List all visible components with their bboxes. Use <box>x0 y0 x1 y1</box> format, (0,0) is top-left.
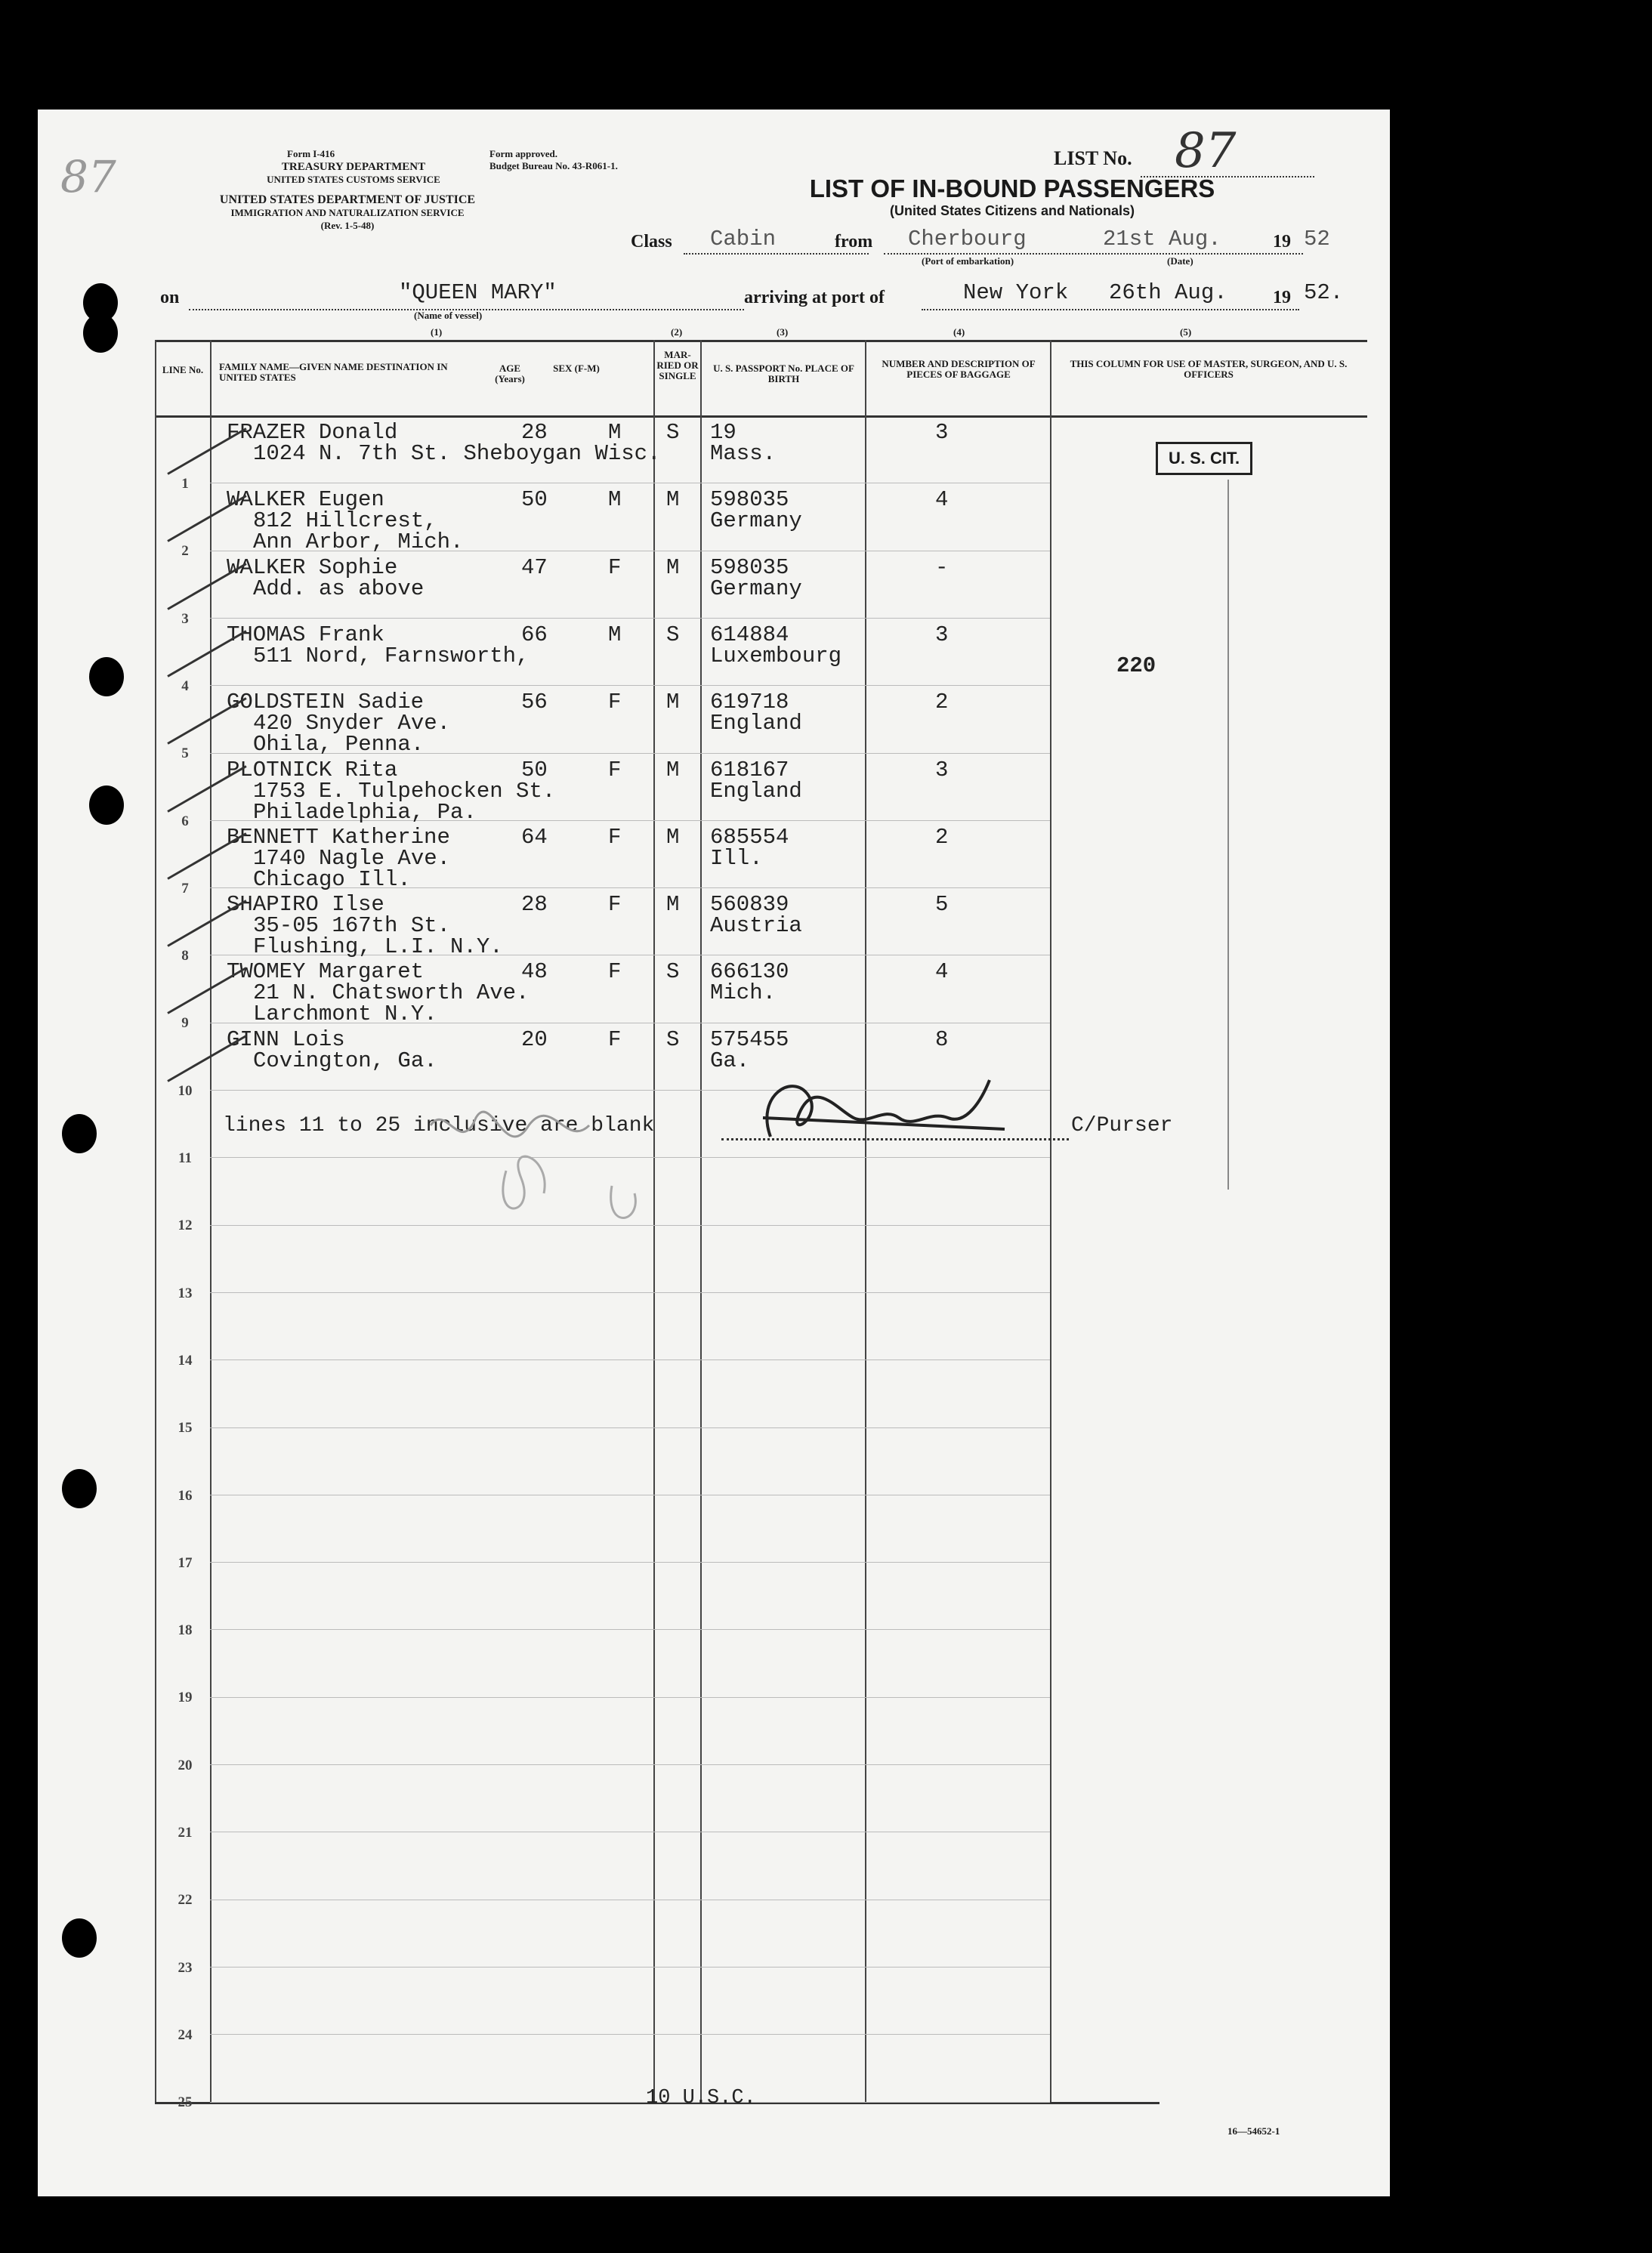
passenger-address-2: Philadelphia, Pa. <box>253 800 477 825</box>
col-number-4: (4) <box>953 326 965 338</box>
passenger-marital-status: S <box>666 959 680 984</box>
line-number: 24 <box>178 2027 193 2043</box>
col-header-age: AGE (Years) <box>495 363 525 384</box>
justice-dept: UNITED STATES DEPARTMENT OF JUSTICE <box>219 193 476 206</box>
passenger-address-2: Larchmont N.Y. <box>253 1002 437 1026</box>
embark-port: Cherbourg <box>908 227 1027 252</box>
col-header-passport: U. S. PASSPORT No. PLACE OF BIRTH <box>713 363 854 384</box>
header-bottom-border <box>155 415 1367 418</box>
baggage-count: 8 <box>935 1027 949 1052</box>
row-divider <box>210 1427 1050 1428</box>
embark-caption: (Port of embarkation) <box>922 255 1014 267</box>
document-page <box>38 110 1390 2196</box>
line-number: 16 <box>178 1488 193 1504</box>
class-value: Cabin <box>710 227 777 252</box>
row-divider <box>210 2102 1050 2103</box>
baggage-count: 5 <box>935 892 949 917</box>
passenger-address: 420 Snyder Ave. <box>253 711 451 736</box>
passport-number: 19 <box>710 420 736 445</box>
passenger-sex: M <box>608 487 622 512</box>
footer-code: 16—54652-1 <box>1227 2125 1280 2137</box>
passenger-name: SHAPIRO Ilse <box>227 892 384 917</box>
line-number: 2 <box>181 543 189 559</box>
line-number: 21 <box>178 1825 193 1841</box>
passenger-address-2: Ohila, Penna. <box>253 732 425 757</box>
from-label: from <box>835 232 873 252</box>
place-of-birth: England <box>710 711 802 736</box>
passenger-sex: F <box>608 555 622 580</box>
passenger-sex: F <box>608 690 622 714</box>
col-number-2: (2) <box>671 326 683 338</box>
line-number: 5 <box>181 745 189 761</box>
baggage-count: 3 <box>935 758 949 782</box>
passport-number: 598035 <box>710 555 789 580</box>
punch-hole <box>62 1469 97 1508</box>
line-number: 23 <box>178 1960 193 1976</box>
passenger-age: 66 <box>521 622 548 647</box>
arrival-port: New York <box>963 280 1069 305</box>
passenger-address: 21 N. Chatsworth Ave. <box>253 980 530 1005</box>
passport-number: 598035 <box>710 487 789 512</box>
place-of-birth: Germany <box>710 576 802 601</box>
arrival-line <box>922 309 1299 310</box>
line-number: 15 <box>178 1420 193 1436</box>
passenger-name: GOLDSTEIN Sadie <box>227 690 425 714</box>
on-label: on <box>160 288 180 307</box>
passenger-marital-status: S <box>666 622 680 647</box>
col-number-1: (1) <box>431 326 443 338</box>
customs-service: UNITED STATES CUSTOMS SERVICE <box>267 174 440 185</box>
passenger-address-2: Chicago Ill. <box>253 867 411 892</box>
check-mark <box>167 427 246 475</box>
line-number: 20 <box>178 1758 193 1773</box>
line-number: 6 <box>181 813 189 829</box>
baggage-count: 3 <box>935 420 949 445</box>
from-line <box>884 253 1303 255</box>
line-number: 14 <box>178 1353 193 1369</box>
passenger-name: FRAZER Donald <box>227 420 398 445</box>
list-no-label: LIST No. <box>1054 147 1132 169</box>
treasury-dept: TREASURY DEPARTMENT <box>281 161 426 173</box>
passenger-age: 28 <box>521 892 548 917</box>
passenger-marital-status: M <box>666 487 680 512</box>
line-number: 18 <box>178 1622 193 1638</box>
passport-number: 685554 <box>710 825 789 850</box>
passport-number: 575455 <box>710 1027 789 1052</box>
officer-note: 220 <box>1116 653 1156 678</box>
passenger-age: 20 <box>521 1027 548 1052</box>
baggage-count: 3 <box>935 622 949 647</box>
revision: (Rev. 1-5-48) <box>320 220 375 231</box>
line-number: 8 <box>181 948 189 964</box>
passenger-age: 48 <box>521 959 548 984</box>
punch-hole <box>62 1918 97 1958</box>
row-divider <box>210 1967 1050 1968</box>
purser-signature <box>740 1065 1012 1156</box>
col-border-line <box>210 340 212 2102</box>
passenger-sex: F <box>608 825 622 850</box>
passenger-sex: F <box>608 1027 622 1052</box>
punch-hole <box>89 785 124 825</box>
place-of-birth: Mass. <box>710 441 777 466</box>
passenger-marital-status: S <box>666 420 680 445</box>
col-header-line: LINE No. <box>162 364 204 375</box>
vessel-caption: (Name of vessel) <box>414 310 483 321</box>
col-border-officers <box>1050 340 1051 2102</box>
check-mark <box>167 765 246 813</box>
blank-lines-note: lines 11 to 25 inclusive are blank <box>223 1114 655 1137</box>
passenger-sex: M <box>608 622 622 647</box>
row-divider <box>210 1629 1050 1630</box>
year-prefix-2: 19 <box>1273 288 1291 307</box>
passport-number: 618167 <box>710 758 789 782</box>
passenger-age: 50 <box>521 487 548 512</box>
passenger-marital-status: M <box>666 555 680 580</box>
place-of-birth: Mich. <box>710 980 777 1005</box>
line-number: 11 <box>178 1150 192 1166</box>
passenger-name: WALKER Sophie <box>227 555 398 580</box>
passenger-age: 28 <box>521 420 548 445</box>
passenger-name: BENNETT Katherine <box>227 825 450 850</box>
check-mark <box>167 1035 246 1082</box>
col-border-left <box>155 340 156 2102</box>
row-divider <box>210 1697 1050 1698</box>
passenger-sex: F <box>608 758 622 782</box>
passenger-sex: F <box>608 959 622 984</box>
check-mark <box>167 967 246 1014</box>
form-approved: Form approved. <box>489 148 558 159</box>
row-divider <box>210 1292 1050 1293</box>
line-number: 25 <box>178 2094 193 2110</box>
col-header-name: FAMILY NAME—GIVEN NAME DESTINATION IN UNITED STATES <box>219 361 448 383</box>
line-number: 10 <box>178 1083 193 1099</box>
us-citizen-stamp: U. S. CIT. <box>1156 442 1252 475</box>
passport-number: 619718 <box>710 690 789 714</box>
passenger-sex: M <box>608 420 622 445</box>
col-border-baggage <box>865 340 866 2102</box>
place-of-birth: Luxembourg <box>710 643 842 668</box>
line-number: 19 <box>178 1690 193 1705</box>
footer-usc: 10 U.S.C. <box>646 2087 756 2109</box>
margin-note: 87 <box>60 151 116 202</box>
passenger-age: 64 <box>521 825 548 850</box>
punch-hole <box>89 657 124 696</box>
passport-number: 560839 <box>710 892 789 917</box>
passenger-name: THOMAS Frank <box>227 622 384 647</box>
vessel-name: "QUEEN MARY" <box>399 280 557 305</box>
row-divider <box>210 2034 1050 2035</box>
check-mark <box>167 630 246 677</box>
embark-date: 21st Aug. <box>1103 227 1221 252</box>
date-caption: (Date) <box>1167 255 1193 267</box>
check-mark <box>167 697 246 745</box>
class-line <box>684 253 869 255</box>
place-of-birth: Ill. <box>710 846 763 871</box>
passenger-address-2: Ann Arbor, Mich. <box>253 529 464 554</box>
passenger-age: 47 <box>521 555 548 580</box>
document-subtitle: (United States Citizens and Nationals) <box>889 203 1135 218</box>
passenger-address: 35-05 167th St. <box>253 913 451 938</box>
passenger-name: PLOTNICK Rita <box>227 758 398 782</box>
passenger-name: WALKER Eugen <box>227 487 384 512</box>
row-divider <box>210 1764 1050 1765</box>
passenger-marital-status: M <box>666 758 680 782</box>
document-title: LIST OF IN-BOUND PASSENGERS <box>809 174 1215 202</box>
row-divider <box>210 685 1050 686</box>
passenger-address: 1753 E. Tulpehocken St. <box>253 779 556 804</box>
baggage-count: 2 <box>935 825 949 850</box>
check-mark <box>167 832 246 880</box>
baggage-count: 4 <box>935 959 949 984</box>
ins-service: IMMIGRATION AND NATURALIZATION SERVICE <box>230 207 465 218</box>
arrival-year: 52. <box>1304 280 1344 305</box>
passport-number: 614884 <box>710 622 789 647</box>
line-number: 1 <box>181 476 189 492</box>
line-number: 3 <box>181 611 189 627</box>
col-header-married: MAR-RIED OR SINGLE <box>656 349 699 381</box>
place-of-birth: Germany <box>710 508 802 533</box>
baggage-count: - <box>935 555 949 580</box>
line-number: 9 <box>181 1015 189 1031</box>
passenger-address-2: Flushing, L.I. N.Y. <box>253 934 503 959</box>
passenger-address: 1024 N. 7th St. Sheboygan Wisc. <box>253 441 661 466</box>
passenger-address: Add. as above <box>253 576 425 601</box>
check-mark <box>167 563 246 610</box>
passport-number: 666130 <box>710 959 789 984</box>
line-number: 13 <box>178 1285 193 1301</box>
col-header-officers: THIS COLUMN FOR USE OF MASTER, SURGEON, AND U. S. OFFICERS <box>1070 358 1348 380</box>
passenger-marital-status: M <box>666 892 680 917</box>
passenger-name: TWOMEY Margaret <box>227 959 425 984</box>
punch-hole <box>83 313 118 353</box>
passenger-age: 56 <box>521 690 548 714</box>
row-divider <box>210 618 1050 619</box>
handwritten-annotation <box>415 1095 733 1239</box>
officer-check-line <box>1227 480 1229 1190</box>
col-number-5: (5) <box>1180 326 1192 338</box>
place-of-birth: Austria <box>710 913 802 938</box>
passenger-name: GINN Lois <box>227 1027 345 1052</box>
table-top-border <box>155 340 1367 342</box>
form-number: Form I-416 <box>287 148 335 159</box>
col-number-3: (3) <box>777 326 789 338</box>
purser-label: C/Purser <box>1071 1114 1173 1137</box>
row-divider <box>210 1562 1050 1563</box>
list-number: 87 <box>1175 123 1237 179</box>
line-number: 22 <box>178 1892 193 1908</box>
passenger-address: 511 Nord, Farnsworth, <box>253 643 530 668</box>
arriving-label: arriving at port of <box>744 288 885 307</box>
baggage-count: 2 <box>935 690 949 714</box>
passenger-marital-status: M <box>666 825 680 850</box>
line-number: 17 <box>178 1555 193 1571</box>
line-number: 12 <box>178 1218 193 1233</box>
passenger-address: 1740 Nagle Ave. <box>253 846 451 871</box>
year-prefix-1: 19 <box>1273 232 1291 252</box>
embark-year: 52 <box>1304 227 1330 252</box>
passenger-sex: F <box>608 892 622 917</box>
arrival-date: 26th Aug. <box>1109 280 1227 305</box>
passenger-marital-status: M <box>666 690 680 714</box>
passenger-age: 50 <box>521 758 548 782</box>
col-header-sex: SEX (F-M) <box>553 363 600 374</box>
passenger-address: 812 Hillcrest, <box>253 508 437 533</box>
budget-bureau: Budget Bureau No. 43-R061-1. <box>489 160 618 171</box>
check-mark <box>167 495 246 542</box>
class-label: Class <box>631 232 672 252</box>
place-of-birth: England <box>710 779 802 804</box>
check-mark <box>167 900 246 947</box>
punch-hole <box>62 1114 97 1153</box>
passenger-address: Covington, Ga. <box>253 1048 437 1073</box>
passenger-marital-status: S <box>666 1027 680 1052</box>
line-number: 4 <box>181 678 189 694</box>
place-of-birth: Ga. <box>710 1048 750 1073</box>
col-header-baggage: NUMBER AND DESCRIPTION OF PIECES OF BAGGAGE <box>882 358 1036 380</box>
baggage-count: 4 <box>935 487 949 512</box>
line-number: 7 <box>181 881 189 897</box>
